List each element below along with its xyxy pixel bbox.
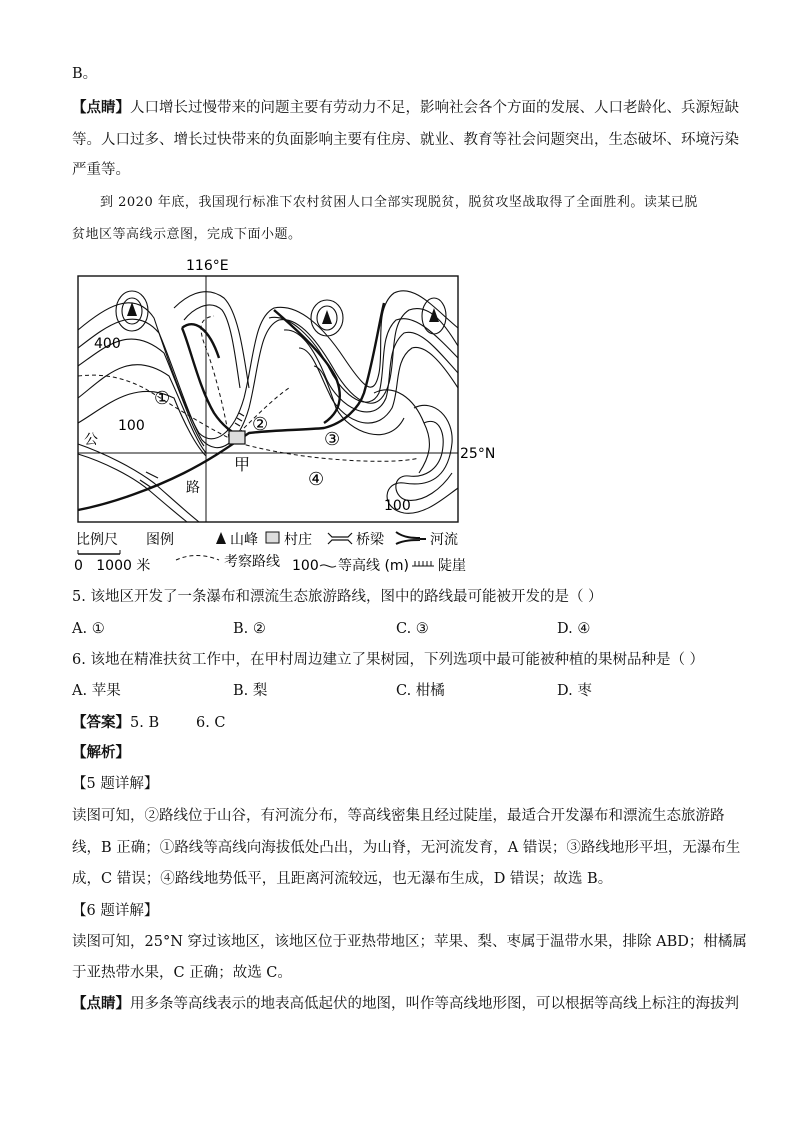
detail5-label: 【5 题详解】 <box>72 776 159 792</box>
contour-map <box>74 248 496 578</box>
route-label-2: ② <box>252 414 269 435</box>
road-label-1: 公 <box>84 432 98 448</box>
q6-option-d[interactable]: D. 枣 <box>557 683 592 699</box>
village-label: 甲 <box>234 455 251 474</box>
legend-peak-icon <box>216 532 226 544</box>
tip2-line1 <box>72 994 739 1014</box>
village-icon <box>229 431 245 444</box>
q5-stem: 5. 该地区开发了一条瀑布和漂流生态旅游路线，图中的路线最可能被开发的是（ ） <box>72 589 603 605</box>
highway <box>78 444 199 522</box>
route-label-4: ④ <box>308 469 325 490</box>
peak-icon <box>322 310 332 324</box>
legend-bridge-icon <box>328 533 352 544</box>
detail5-line2: 线，B 正确；①路线等高线向海拔低处凸出，为山脊，无河流发育，A 错误；③路线地形平坦，无瀑布生 <box>72 840 741 856</box>
legend-peak: 山峰 <box>230 532 258 548</box>
legend-village: 村庄 <box>284 532 312 548</box>
legend-route-icon <box>176 556 219 561</box>
legend-cliff-icon <box>412 561 434 566</box>
legend-bridge: 桥梁 <box>356 532 384 548</box>
detail6-line1: 读图可知，25°N 穿过该地区，该地区位于亚热带地区；苹果、梨、枣属于温带水果，排除 ABD；柑橘属 <box>72 934 747 950</box>
detail6-line2: 于亚热带水果，C 正确；故选 C。 <box>72 965 292 981</box>
legend-cliff: 陡崖 <box>438 558 466 574</box>
q6-option-a[interactable]: A. 苹果 <box>72 683 121 699</box>
legend-scale-value: 0 1000 米 <box>74 558 151 574</box>
q6-option-b[interactable]: B. 梨 <box>233 683 268 699</box>
legend-river: 河流 <box>430 532 458 548</box>
answer-value: 5. B 6. C <box>130 715 226 731</box>
intro-line2: 贫地区等高线示意图，完成下面小题。 <box>72 227 302 242</box>
q5-option-d[interactable]: D. ④ <box>557 621 591 637</box>
legend-label: 图例 <box>146 532 174 548</box>
legend-contour-sample: 100 <box>292 558 319 574</box>
latitude-label: 25°N <box>460 446 496 462</box>
legend-river-icon <box>396 532 426 544</box>
detail5-line3: 成，C 错误；④路线地势低平，且距离河流较远，也无瀑布生成，D 错误；故选 B。 <box>72 871 613 887</box>
route-label-1: ① <box>154 388 171 409</box>
legend-contour: 等高线 (m) <box>338 558 410 574</box>
intro-line1: 到 2020 年底，我国现行标准下农村贫困人口全部实现脱贫，脱贫攻坚战取得了全面胜利。读某已脱 <box>100 195 698 210</box>
survey-routes <box>78 316 419 461</box>
road-label-2: 路 <box>186 480 200 496</box>
legend-route: 考察路线 <box>224 554 280 570</box>
contour-label-100: 100 <box>384 498 411 514</box>
q6-stem: 6. 该地在精准扶贫工作中，在甲村周边建立了果树园，下列选项中最可能被种植的果树品种是（ ） <box>72 652 705 668</box>
tip-label: 【点睛】 <box>72 995 130 1012</box>
tip1-line2: 等。人口过多、增长过快带来的负面影响主要有住房、就业、教育等社会问题突出，生态破坏、环境污染 <box>72 132 739 148</box>
tip1-line3: 严重等。 <box>72 162 130 178</box>
detail5-line1: 读图可知，②路线位于山谷，有河流分布，等高线密集且经过陡崖，最适合开发瀑布和漂流生态旅游路 <box>72 808 725 824</box>
answer-line <box>72 713 226 733</box>
contour-label-100: 100 <box>118 418 145 434</box>
answer-label: 【答案】 <box>72 714 130 731</box>
q5-option-b[interactable]: B. ② <box>233 621 266 637</box>
legend-scale-label: 比例尺 <box>76 532 118 548</box>
legend-village-icon <box>266 532 279 543</box>
q6-option-c[interactable]: C. 柑橘 <box>396 683 445 699</box>
route-label-3: ③ <box>324 429 341 450</box>
tip-text: 用多条等高线表示的地表高低起伏的地图，叫作等高线地形图，可以根据等高线上标注的海拔判 <box>130 996 739 1012</box>
longitude-label: 116°E <box>186 258 229 274</box>
legend-contour-icon <box>320 565 336 567</box>
detail6-label: 【6 题详解】 <box>72 903 159 919</box>
top-answer: B。 <box>72 66 98 82</box>
contour-label-400: 400 <box>94 336 121 352</box>
q5-option-c[interactable]: C. ③ <box>396 621 429 637</box>
analysis-label: 【解析】 <box>72 744 130 761</box>
tip1-line1 <box>72 98 739 118</box>
tip-label: 【点睛】 <box>72 99 130 116</box>
tip-text: 人口增长过慢带来的问题主要有劳动力不足，影响社会各个方面的发展、人口老龄化、兵源短缺 <box>130 100 739 116</box>
q5-option-a[interactable]: A. ① <box>72 621 105 637</box>
